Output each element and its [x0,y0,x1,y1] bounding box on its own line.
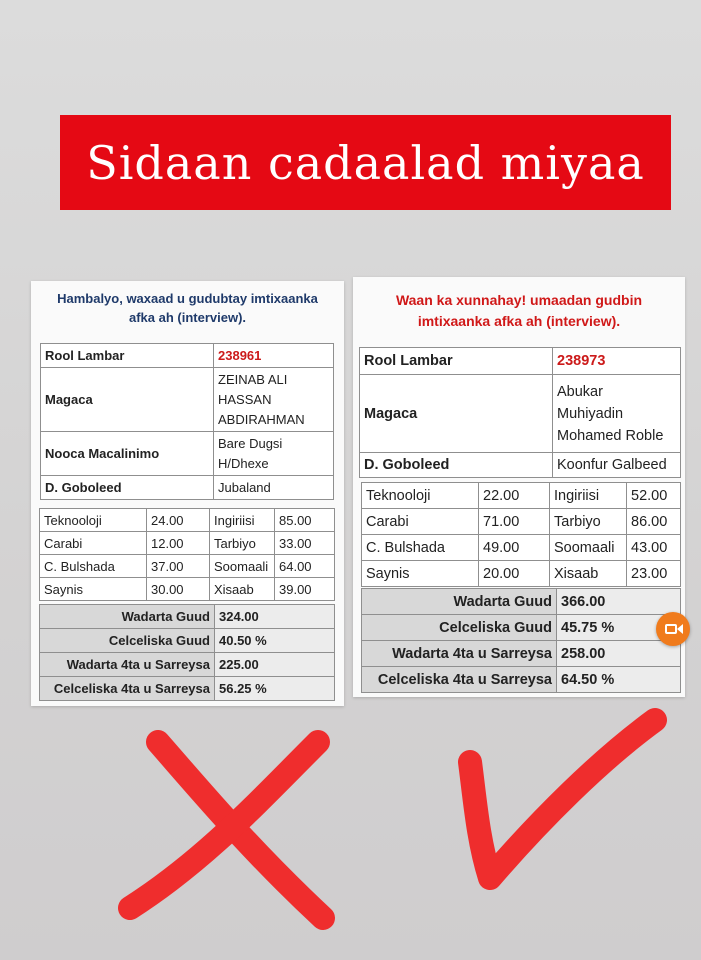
magaca-line: HASSAN [218,391,272,407]
total-value: 64.50 % [557,667,681,693]
rool-label: Rool Lambar [360,348,553,375]
total-value: 56.25 % [215,677,335,701]
total-label: Wadarta 4ta u Sarreysa [362,641,557,667]
total-label: Celceliska 4ta u Sarreysa [362,667,557,693]
magaca-line: ABDIRAHMAN [218,411,305,427]
total-value: 225.00 [215,653,335,677]
subject-name: Xisaab [210,578,275,601]
subject-score: 12.00 [147,532,210,555]
nooca-label: Nooca Macalinimo [41,432,214,476]
magaca-label: Magaca [360,375,553,453]
red-cross-icon [130,742,323,918]
subject-name: Saynis [362,561,479,587]
total-value: 40.50 % [215,629,335,653]
subject-name: Teknooloji [40,509,147,532]
subject-score: 33.00 [275,532,335,555]
left-card-header: Hambalyo, waxaad u gudubtay imtixaanka afka ah (interview). [57,291,318,325]
magaca-label: Magaca [41,368,214,432]
rool-value: 238973 [553,348,681,375]
subject-score: 52.00 [627,483,681,509]
total-value: 366.00 [557,589,681,615]
total-label: Celceliska Guud [362,615,557,641]
subject-name: Ingiriisi [550,483,627,509]
total-label: Celceliska 4ta u Sarreysa [40,677,215,701]
total-label: Wadarta 4ta u Sarreysa [40,653,215,677]
magaca-line: ZEINAB ALI [218,371,288,387]
subject-score: 85.00 [275,509,335,532]
subject-name: Tarbiyo [210,532,275,555]
subject-score: 22.00 [479,483,550,509]
subject-score: 86.00 [627,509,681,535]
right-card-header: Waan ka xunnahay! umaadan gudbin imtixaanka afka ah (interview). [395,292,643,329]
rool-value: 238961 [214,344,334,368]
subject-score: 71.00 [479,509,550,535]
subject-score: 23.00 [627,561,681,587]
red-check-icon [470,720,655,878]
total-value: 324.00 [215,605,335,629]
subject-score: 37.00 [147,555,210,578]
subject-name: C. Bulshada [40,555,147,578]
magaca-line: Mohamed Roble [557,427,664,444]
gobol-label: D. Goboleed [41,476,214,500]
total-label: Celceliska Guud [40,629,215,653]
total-label: Wadarta Guud [40,605,215,629]
subject-score: 43.00 [627,535,681,561]
total-value: 45.75 % [557,615,681,641]
rool-label: Rool Lambar [41,344,214,368]
subject-score: 20.00 [479,561,550,587]
banner-title: Sidaan cadaalad miyaa [60,115,671,210]
subject-name: Carabi [40,532,147,555]
subject-name: Teknooloji [362,483,479,509]
subject-score: 64.00 [275,555,335,578]
gobol-label: D. Goboleed [360,453,553,478]
subject-score: 49.00 [479,535,550,561]
total-label: Wadarta Guud [362,589,557,615]
subject-name: Carabi [362,509,479,535]
total-value: 258.00 [557,641,681,667]
subject-name: Tarbiyo [550,509,627,535]
gobol-value: Koonfur Galbeed [553,453,681,478]
subject-score: 30.00 [147,578,210,601]
subject-name: Soomaali [210,555,275,578]
gobol-value: Jubaland [214,476,334,500]
nooca-line: H/Dhexe [218,455,269,471]
subject-score: 24.00 [147,509,210,532]
subject-name: Ingiriisi [210,509,275,532]
subject-name: C. Bulshada [362,535,479,561]
magaca-line: Abukar [557,383,603,400]
subject-name: Xisaab [550,561,627,587]
subject-name: Saynis [40,578,147,601]
subject-score: 39.00 [275,578,335,601]
nooca-line: Bare Dugsi [218,435,283,451]
subject-name: Soomaali [550,535,627,561]
magaca-line: Muhiyadin [557,405,624,422]
